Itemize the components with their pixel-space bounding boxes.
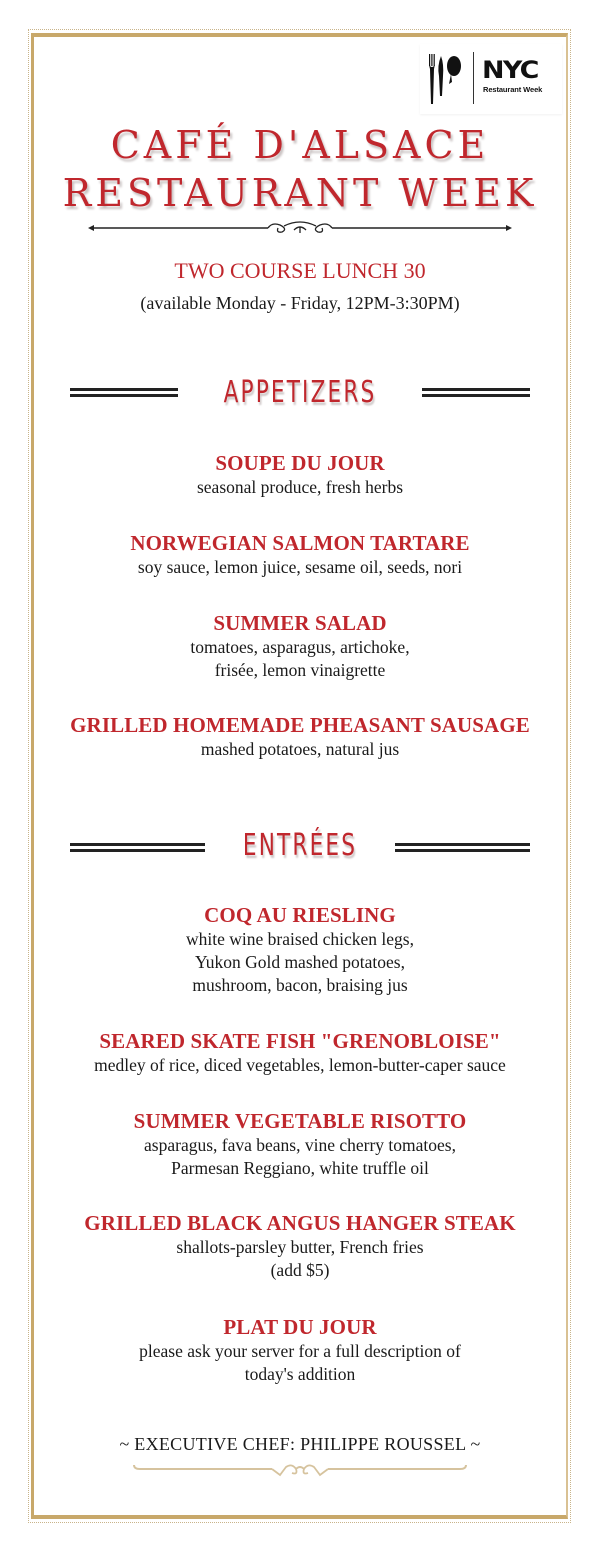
menu-item <box>0 903 600 997</box>
menu-item-description: soy sauce, lemon juice, sesame oil, seeds, nori <box>137 557 463 577</box>
nyc-restaurant-week-logo <box>420 44 562 114</box>
fork-knife-spoon-icon <box>426 52 464 106</box>
scroll-divider-icon <box>88 218 512 238</box>
menu-gold-border <box>31 33 568 1519</box>
section-title: ENTRÉES <box>242 828 358 863</box>
menu-item-name: SOUPE DU JOUR <box>215 451 385 475</box>
menu-item-name: NORWEGIAN SALMON TARTARE <box>130 531 470 555</box>
menu-item <box>0 1315 600 1386</box>
menu-item-description: please ask your server for a full description of today's addition <box>139 1341 461 1384</box>
menu-item-description: seasonal produce, fresh herbs <box>196 477 404 497</box>
event-title: RESTAURANT WEEK <box>62 171 538 215</box>
menu-item-description: shallots-parsley butter, French fries (add $5) <box>176 1237 424 1280</box>
logo-divider <box>473 52 474 104</box>
flourish-divider-icon <box>132 1461 468 1481</box>
menu-subtitle: TWO COURSE LUNCH 30 <box>174 258 426 283</box>
availability-note: (available Monday - Friday, 12PM-3:30PM) <box>140 293 460 313</box>
logo-brand: NYC <box>482 56 538 84</box>
section-header-appetizers <box>0 373 600 413</box>
menu-item-name: GRILLED BLACK ANGUS HANGER STEAK <box>84 1211 516 1235</box>
section-header-entrees <box>0 826 600 866</box>
menu-item <box>0 1211 600 1282</box>
menu-item-description: white wine braised chicken legs, Yukon Gold mashed potatoes, mushroom, bacon, braising jus <box>186 929 414 995</box>
menu-item <box>0 713 600 761</box>
menu-item <box>0 531 600 579</box>
executive-chef-credit: ~ EXECUTIVE CHEF: PHILIPPE ROUSSEL ~ <box>119 1434 481 1454</box>
menu-item-name: SEARED SKATE FISH "GRENOBLOISE" <box>99 1029 501 1053</box>
section-title: APPETIZERS <box>223 375 377 410</box>
menu-item-name: SUMMER SALAD <box>213 611 387 635</box>
menu-item <box>0 611 600 682</box>
menu-item-name: COQ AU RIESLING <box>204 903 396 927</box>
menu-item <box>0 1109 600 1180</box>
menu-item-name: GRILLED HOMEMADE PHEASANT SAUSAGE <box>70 713 530 737</box>
logo-tagline: Restaurant Week <box>483 85 543 94</box>
menu-item-description: medley of rice, diced vegetables, lemon-butter-caper sauce <box>94 1055 506 1075</box>
menu-item-description: tomatoes, asparagus, artichoke, frisée, lemon vinaigrette <box>190 637 410 680</box>
menu-item-name: PLAT DU JOUR <box>223 1315 377 1339</box>
menu-item-name: SUMMER VEGETABLE RISOTTO <box>133 1109 467 1133</box>
menu-item-description: mashed potatoes, natural jus <box>200 739 400 759</box>
menu-item-description: asparagus, fava beans, vine cherry tomatoes, Parmesan Reggiano, white truffle oil <box>144 1135 456 1178</box>
restaurant-name: CAFÉ D'ALSACE <box>110 123 490 167</box>
menu-item <box>0 1029 600 1077</box>
menu-item <box>0 451 600 499</box>
